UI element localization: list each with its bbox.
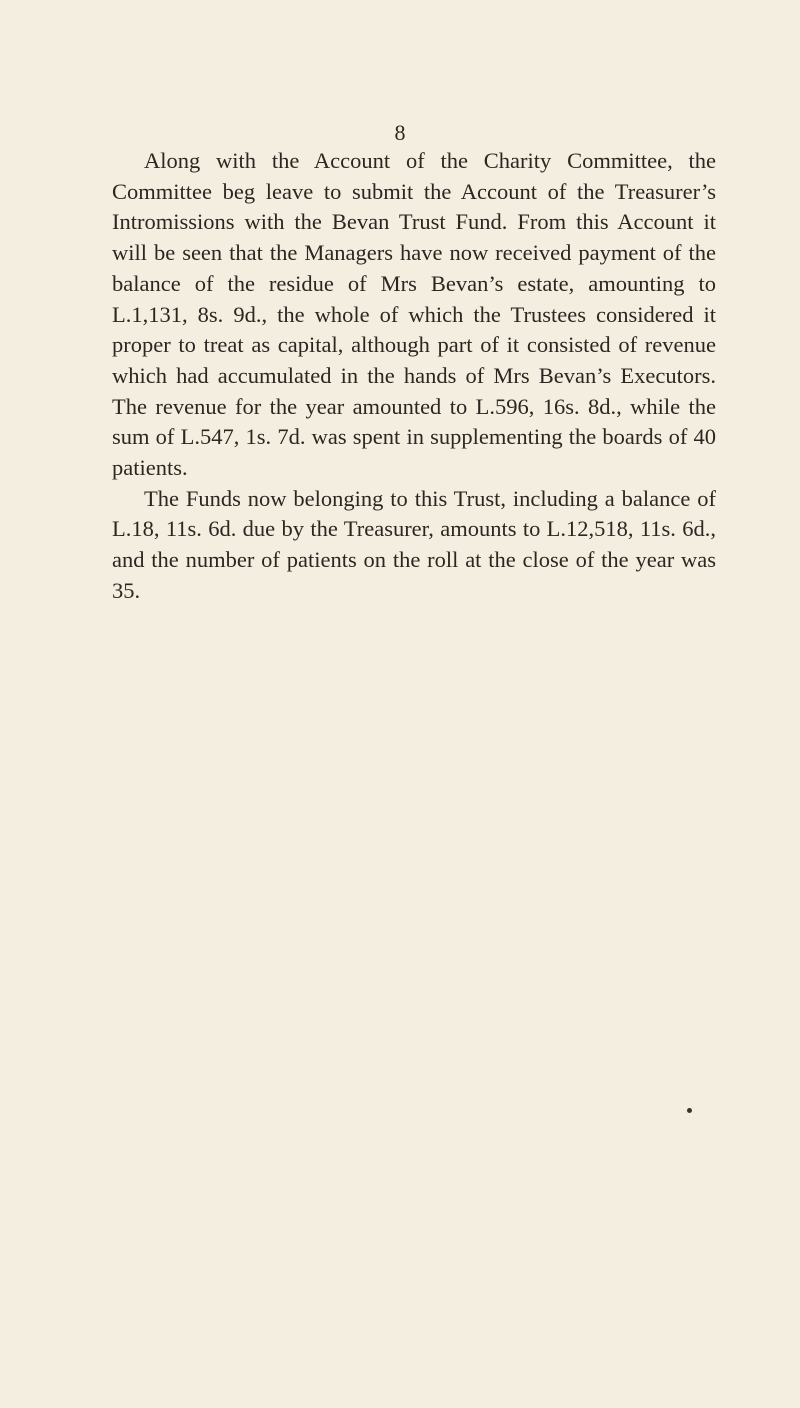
paragraph-trust-funds: The Funds now belonging to this Trust, including a balance of L.18, 11s. 6d. due by the Treasurer, amounts to L.12,518, 11s. 6d., and the number of patients on the roll at the close of the year was 35.: [112, 485, 716, 603]
paragraph-bevan-trust-account: Along with the Account of the Charity Committee, the Committee beg leave to submit the Account of the Treasurer’s Intromissions with the Bevan Trust Fund. From this Account it will be seen that the Managers have now received payment of the balance of the residue of Mrs Bevan’s estate, amounting to L.1,131, 8s. 9d., the whole of which the Trustees considered it proper to treat as capital, although part of it consisted of revenue which had accumulated in the hands of Mrs Bevan’s Executors. The revenue for the year amounted to L.596, 16s. 8d., while the sum of L.547, 1s. 7d. was spent in supplementing the boards of 40 patients.: [112, 148, 716, 481]
body-text: [112, 146, 716, 607]
page-number: 8: [394, 120, 406, 145]
ink-speck: [687, 1108, 692, 1113]
